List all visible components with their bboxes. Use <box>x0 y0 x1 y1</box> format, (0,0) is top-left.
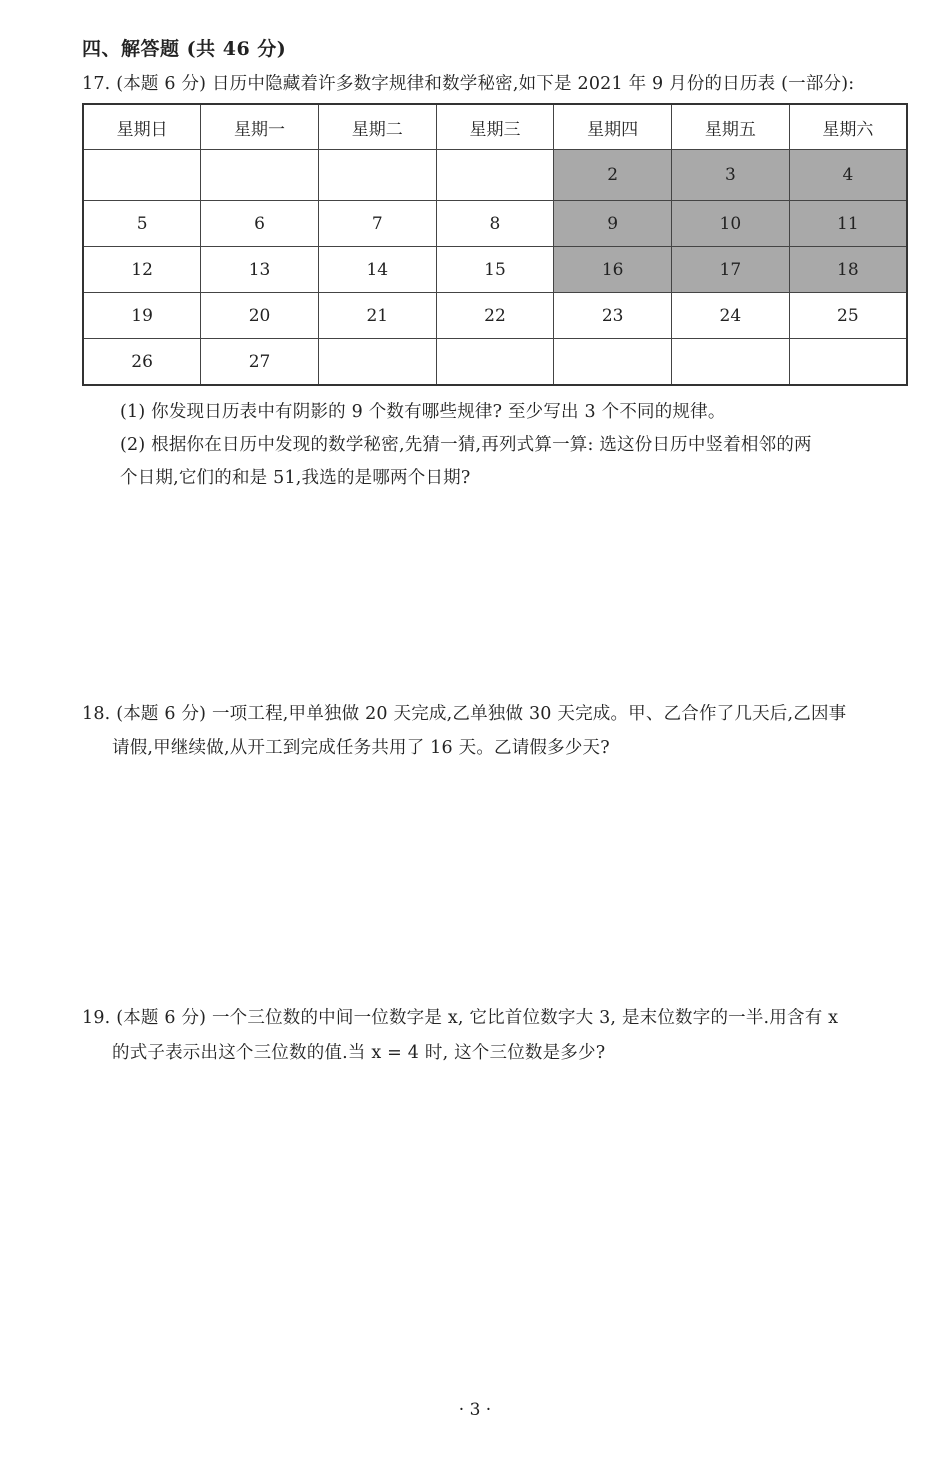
calendar-cell: 24 <box>672 293 790 339</box>
calendar-cell-shaded: 10 <box>672 201 790 247</box>
calendar-cell <box>672 339 790 386</box>
page-number: · 3 · <box>458 1400 492 1420</box>
calendar-cell: 21 <box>318 293 436 339</box>
q17-sub1: (1) 你发现日历表中有阴影的 9 个数有哪些规律? 至少写出 3 个不同的规律。 <box>120 402 726 422</box>
calendar-cell <box>318 150 436 201</box>
calendar-cell <box>789 339 907 386</box>
q17-sub2-line1: (2) 根据你在日历中发现的数学秘密,先猜一猜,再列式算一算: 选这份日历中竖着相邻的两 <box>120 435 812 455</box>
header-wed: 星期三 <box>436 104 554 150</box>
calendar-cell: 13 <box>201 247 319 293</box>
calendar-cell-shaded: 3 <box>672 150 790 201</box>
calendar-cell <box>554 339 672 386</box>
header-mon: 星期一 <box>201 104 319 150</box>
header-thu: 星期四 <box>554 104 672 150</box>
calendar-cell: 23 <box>554 293 672 339</box>
calendar-row <box>83 201 907 247</box>
calendar-table <box>82 103 908 386</box>
calendar-row <box>83 150 907 201</box>
calendar-cell <box>83 150 201 201</box>
calendar-cell-shaded: 17 <box>672 247 790 293</box>
header-sat: 星期六 <box>789 104 907 150</box>
calendar-cell-shaded: 4 <box>789 150 907 201</box>
calendar-cell: 22 <box>436 293 554 339</box>
section-title: 四、解答题 (共 46 分) <box>82 38 287 60</box>
calendar-cell-shaded: 2 <box>554 150 672 201</box>
calendar-cell <box>318 339 436 386</box>
q19-line2: 的式子表示出这个三位数的值.当 x = 4 时, 这个三位数是多少? <box>112 1043 606 1063</box>
calendar-row <box>83 247 907 293</box>
calendar-cell <box>436 339 554 386</box>
calendar-cell: 7 <box>318 201 436 247</box>
calendar-cell: 20 <box>201 293 319 339</box>
calendar-cell-shaded: 11 <box>789 201 907 247</box>
calendar-row <box>83 339 907 386</box>
q18-line2: 请假,甲继续做,从开工到完成任务共用了 16 天。乙请假多少天? <box>112 738 610 758</box>
calendar-cell: 25 <box>789 293 907 339</box>
calendar-cell: 19 <box>83 293 201 339</box>
q17-stem: 17. (本题 6 分) 日历中隐藏着许多数字规律和数学秘密,如下是 2021 年 9 月份的日历表 (一部分): <box>82 74 855 94</box>
calendar-cell: 27 <box>201 339 319 386</box>
q18-line1: 18. (本题 6 分) 一项工程,甲单独做 20 天完成,乙单独做 30 天完成。甲、乙合作了几天后,乙因事 <box>82 704 847 724</box>
calendar-header-row <box>83 104 907 150</box>
q17-sub2-line2: 个日期,它们的和是 51,我选的是哪两个日期? <box>120 468 471 488</box>
calendar-cell: 26 <box>83 339 201 386</box>
header-fri: 星期五 <box>672 104 790 150</box>
header-sun: 星期日 <box>83 104 201 150</box>
calendar-cell: 5 <box>83 201 201 247</box>
calendar-cell: 15 <box>436 247 554 293</box>
calendar-row <box>83 293 907 339</box>
calendar-cell-shaded: 9 <box>554 201 672 247</box>
calendar-cell: 6 <box>201 201 319 247</box>
calendar-cell: 8 <box>436 201 554 247</box>
calendar-cell-shaded: 16 <box>554 247 672 293</box>
header-tue: 星期二 <box>318 104 436 150</box>
calendar-cell: 12 <box>83 247 201 293</box>
calendar-cell <box>436 150 554 201</box>
calendar-cell <box>201 150 319 201</box>
calendar-cell-shaded: 18 <box>789 247 907 293</box>
q19-line1: 19. (本题 6 分) 一个三位数的中间一位数字是 x, 它比首位数字大 3, 是末位数字的一半.用含有 x <box>82 1008 839 1028</box>
calendar-cell: 14 <box>318 247 436 293</box>
